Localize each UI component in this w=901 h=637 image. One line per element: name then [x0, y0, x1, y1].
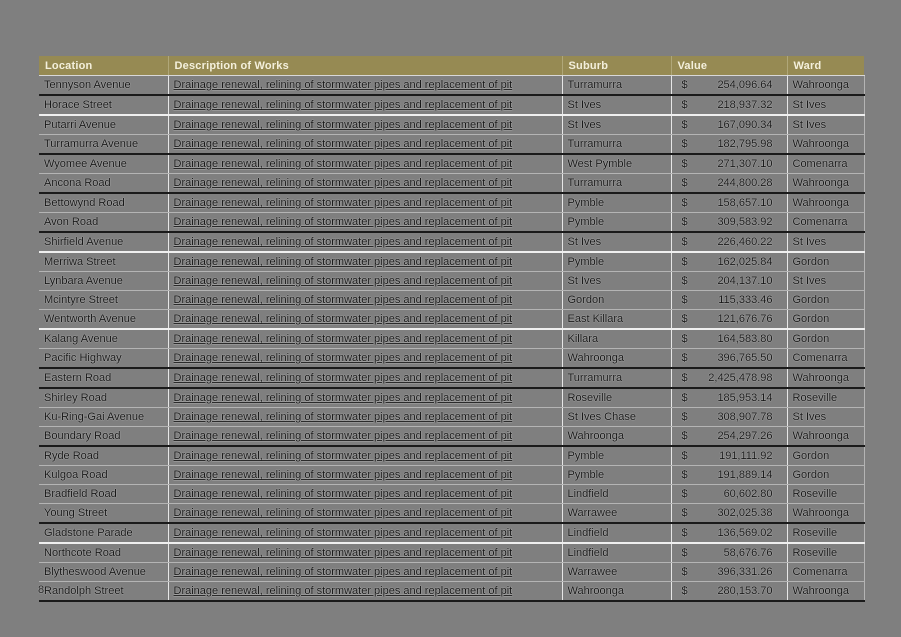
cell-description: Drainage renewal, relining of stormwater pipes and replacement of pit [168, 427, 562, 447]
cell-description: Drainage renewal, relining of stormwater pipes and replacement of pit [168, 466, 562, 485]
cell-ward: Wahroonga [787, 504, 864, 524]
table-row [39, 349, 864, 369]
cell-value [671, 252, 787, 272]
cell-description: Drainage renewal, relining of stormwater pipes and replacement of pit [168, 349, 562, 369]
cell-value [671, 272, 787, 291]
table-row [39, 504, 864, 524]
cell-location: Putarri Avenue [39, 115, 168, 135]
cell-value [671, 95, 787, 115]
value-amount: 182,795.98 [717, 138, 773, 150]
cell-ward: St Ives [787, 272, 864, 291]
value-amount: 191,111.92 [719, 450, 773, 462]
cell-value [671, 446, 787, 466]
cell-location: Bradfield Road [39, 485, 168, 504]
cell-description: Drainage renewal, relining of stormwater pipes and replacement of pit [168, 446, 562, 466]
cell-value [671, 76, 787, 96]
cell-location: Ku-Ring-Gai Avenue [39, 408, 168, 427]
cell-value [671, 329, 787, 349]
table-row [39, 427, 864, 447]
cell-description: Drainage renewal, relining of stormwater pipes and replacement of pit [168, 193, 562, 213]
cell-location: Turramurra Avenue [39, 135, 168, 155]
cell-location: Gladstone Parade [39, 523, 168, 543]
cell-description: Drainage renewal, relining of stormwater pipes and replacement of pit [168, 504, 562, 524]
cell-description: Drainage renewal, relining of stormwater pipes and replacement of pit [168, 272, 562, 291]
currency-symbol: $ [681, 197, 688, 209]
table-row [39, 408, 864, 427]
cell-value [671, 368, 787, 388]
value-amount: 162,025.84 [717, 256, 773, 268]
value-amount: 302,025.38 [717, 507, 773, 519]
currency-symbol: $ [681, 216, 688, 228]
cell-location: Lynbara Avenue [39, 272, 168, 291]
cell-value [671, 582, 787, 602]
cell-description: Drainage renewal, relining of stormwater pipes and replacement of pit [168, 232, 562, 252]
cell-location: Avon Road [39, 213, 168, 233]
cell-suburb: Pymble [562, 252, 671, 272]
cell-suburb: Pymble [562, 213, 671, 233]
cell-description: Drainage renewal, relining of stormwater pipes and replacement of pit [168, 115, 562, 135]
currency-symbol: $ [681, 372, 688, 384]
cell-value [671, 563, 787, 582]
value-amount: 158,657.10 [717, 197, 773, 209]
table-row [39, 485, 864, 504]
cell-location: Merriwa Street [39, 252, 168, 272]
cell-value [671, 349, 787, 369]
currency-symbol: $ [681, 177, 688, 189]
cell-description: Drainage renewal, relining of stormwater pipes and replacement of pit [168, 408, 562, 427]
cell-value [671, 310, 787, 330]
cell-location: Pacific Highway [39, 349, 168, 369]
cell-location: Young Street [39, 504, 168, 524]
value-amount: 271,307.10 [717, 158, 773, 170]
cell-location: Shirfield Avenue [39, 232, 168, 252]
cell-suburb: Turramurra [562, 174, 671, 194]
currency-symbol: $ [681, 138, 688, 150]
currency-symbol: $ [681, 430, 688, 442]
cell-value [671, 408, 787, 427]
cell-suburb: Pymble [562, 446, 671, 466]
cell-suburb: Lindfield [562, 485, 671, 504]
value-amount: 58,676.76 [723, 547, 773, 559]
value-amount: 191,889.14 [717, 469, 773, 481]
table-row [39, 466, 864, 485]
currency-symbol: $ [681, 585, 688, 597]
cell-value [671, 115, 787, 135]
value-amount: 254,096.64 [717, 79, 773, 91]
cell-value [671, 213, 787, 233]
column-header-ward: Ward [787, 56, 864, 76]
table-row [39, 368, 864, 388]
cell-description: Drainage renewal, relining of stormwater pipes and replacement of pit [168, 291, 562, 310]
cell-description: Drainage renewal, relining of stormwater pipes and replacement of pit [168, 582, 562, 602]
table-row [39, 193, 864, 213]
cell-location: Randolph Street [39, 582, 168, 602]
table-row [39, 252, 864, 272]
cell-ward: Wahroonga [787, 368, 864, 388]
table-row [39, 582, 864, 602]
table-row [39, 95, 864, 115]
cell-location: Bettowynd Road [39, 193, 168, 213]
cell-location: Kalang Avenue [39, 329, 168, 349]
cell-ward: Gordon [787, 446, 864, 466]
cell-location: Blytheswood Avenue [39, 563, 168, 582]
value-amount: 204,137.10 [717, 275, 773, 287]
cell-description: Drainage renewal, relining of stormwater pipes and replacement of pit [168, 174, 562, 194]
cell-suburb: St Ives [562, 95, 671, 115]
cell-location: Ancona Road [39, 174, 168, 194]
cell-suburb: East Killara [562, 310, 671, 330]
currency-symbol: $ [681, 450, 688, 462]
cell-ward: Wahroonga [787, 135, 864, 155]
table-row [39, 115, 864, 135]
cell-suburb: Roseville [562, 388, 671, 408]
value-amount: 136,569.02 [717, 527, 773, 539]
cell-location: Eastern Road [39, 368, 168, 388]
currency-symbol: $ [681, 294, 688, 306]
cell-suburb: West Pymble [562, 154, 671, 174]
cell-description: Drainage renewal, relining of stormwater pipes and replacement of pit [168, 485, 562, 504]
table-row [39, 563, 864, 582]
value-amount: 396,765.50 [717, 352, 773, 364]
table-row [39, 272, 864, 291]
cell-ward: Gordon [787, 291, 864, 310]
value-amount: 115,333.46 [718, 294, 773, 306]
value-amount: 121,676.76 [717, 313, 773, 325]
cell-suburb: Turramurra [562, 135, 671, 155]
works-table [39, 56, 865, 602]
value-amount: 308,907.78 [717, 411, 773, 423]
currency-symbol: $ [681, 236, 688, 248]
cell-ward: Roseville [787, 523, 864, 543]
page-number: 8 [38, 584, 45, 596]
cell-ward: Wahroonga [787, 193, 864, 213]
cell-value [671, 174, 787, 194]
cell-suburb: St Ives Chase [562, 408, 671, 427]
currency-symbol: $ [681, 79, 688, 91]
cell-ward: Wahroonga [787, 582, 864, 602]
column-header-value: Value [671, 56, 787, 76]
currency-symbol: $ [681, 333, 688, 345]
cell-suburb: Warrawee [562, 563, 671, 582]
cell-suburb: St Ives [562, 232, 671, 252]
currency-symbol: $ [681, 119, 688, 131]
cell-location: Boundary Road [39, 427, 168, 447]
cell-description: Drainage renewal, relining of stormwater pipes and replacement of pit [168, 213, 562, 233]
cell-description: Drainage renewal, relining of stormwater pipes and replacement of pit [168, 95, 562, 115]
cell-ward: Roseville [787, 485, 864, 504]
column-header-location: Location [39, 56, 168, 76]
cell-location: Kulgoa Road [39, 466, 168, 485]
value-amount: 185,953.14 [717, 392, 773, 404]
table-row [39, 388, 864, 408]
cell-suburb: Warrawee [562, 504, 671, 524]
table-row [39, 291, 864, 310]
table-row [39, 523, 864, 543]
cell-description: Drainage renewal, relining of stormwater pipes and replacement of pit [168, 563, 562, 582]
cell-suburb: Pymble [562, 193, 671, 213]
cell-ward: Roseville [787, 543, 864, 563]
value-amount: 60,602.80 [723, 488, 773, 500]
cell-value [671, 427, 787, 447]
cell-location: Wyomee Avenue [39, 154, 168, 174]
cell-suburb: Killara [562, 329, 671, 349]
cell-description: Drainage renewal, relining of stormwater pipes and replacement of pit [168, 523, 562, 543]
cell-value [671, 466, 787, 485]
value-amount: 2,425,478.98 [708, 372, 773, 384]
cell-value [671, 504, 787, 524]
cell-location: Shirley Road [39, 388, 168, 408]
cell-suburb: Lindfield [562, 523, 671, 543]
cell-value [671, 523, 787, 543]
currency-symbol: $ [681, 411, 688, 423]
currency-symbol: $ [681, 256, 688, 268]
cell-ward: Gordon [787, 310, 864, 330]
table-body [39, 76, 864, 602]
cell-ward: Gordon [787, 252, 864, 272]
cell-suburb: Wahroonga [562, 582, 671, 602]
cell-location: Mcintyre Street [39, 291, 168, 310]
table-row [39, 76, 864, 96]
column-header-description: Description of Works [168, 56, 562, 76]
cell-suburb: St Ives [562, 115, 671, 135]
table-row [39, 135, 864, 155]
table-row [39, 154, 864, 174]
cell-description: Drainage renewal, relining of stormwater pipes and replacement of pit [168, 252, 562, 272]
cell-ward: Wahroonga [787, 174, 864, 194]
cell-location: Tennyson Avenue [39, 76, 168, 96]
value-amount: 244,800.28 [717, 177, 773, 189]
table-row [39, 310, 864, 330]
cell-description: Drainage renewal, relining of stormwater pipes and replacement of pit [168, 135, 562, 155]
currency-symbol: $ [681, 352, 688, 364]
value-amount: 309,583.92 [717, 216, 773, 228]
cell-value [671, 485, 787, 504]
cell-suburb: Turramurra [562, 368, 671, 388]
currency-symbol: $ [681, 99, 688, 111]
cell-ward: Comenarra [787, 349, 864, 369]
cell-ward: Wahroonga [787, 76, 864, 96]
cell-description: Drainage renewal, relining of stormwater pipes and replacement of pit [168, 154, 562, 174]
cell-ward: Wahroonga [787, 427, 864, 447]
cell-ward: St Ives [787, 232, 864, 252]
cell-value [671, 291, 787, 310]
cell-description: Drainage renewal, relining of stormwater pipes and replacement of pit [168, 76, 562, 96]
cell-ward: Comenarra [787, 213, 864, 233]
currency-symbol: $ [681, 547, 688, 559]
cell-location: Wentworth Avenue [39, 310, 168, 330]
cell-suburb: St Ives [562, 272, 671, 291]
value-amount: 218,937.32 [717, 99, 773, 111]
currency-symbol: $ [681, 527, 688, 539]
cell-suburb: Pymble [562, 466, 671, 485]
currency-symbol: $ [681, 507, 688, 519]
table-row [39, 543, 864, 563]
currency-symbol: $ [681, 392, 688, 404]
cell-ward: Gordon [787, 329, 864, 349]
value-amount: 396,331.26 [717, 566, 773, 578]
cell-value [671, 388, 787, 408]
cell-ward: St Ives [787, 95, 864, 115]
value-amount: 167,090.34 [717, 119, 773, 131]
cell-description: Drainage renewal, relining of stormwater pipes and replacement of pit [168, 388, 562, 408]
value-amount: 280,153.70 [717, 585, 773, 597]
cell-description: Drainage renewal, relining of stormwater pipes and replacement of pit [168, 329, 562, 349]
table-row [39, 174, 864, 194]
cell-description: Drainage renewal, relining of stormwater pipes and replacement of pit [168, 310, 562, 330]
cell-suburb: Wahroonga [562, 349, 671, 369]
cell-description: Drainage renewal, relining of stormwater pipes and replacement of pit [168, 543, 562, 563]
cell-value [671, 193, 787, 213]
cell-value [671, 154, 787, 174]
table-row [39, 213, 864, 233]
value-amount: 254,297.26 [717, 430, 773, 442]
cell-suburb: Lindfield [562, 543, 671, 563]
cell-value [671, 232, 787, 252]
value-amount: 164,583.80 [717, 333, 773, 345]
cell-location: Northcote Road [39, 543, 168, 563]
currency-symbol: $ [681, 469, 688, 481]
cell-location: Horace Street [39, 95, 168, 115]
cell-ward: Comenarra [787, 563, 864, 582]
value-amount: 226,460.22 [717, 236, 773, 248]
cell-suburb: Wahroonga [562, 427, 671, 447]
table-row [39, 446, 864, 466]
cell-ward: St Ives [787, 115, 864, 135]
currency-symbol: $ [681, 158, 688, 170]
cell-ward: Roseville [787, 388, 864, 408]
table-row [39, 329, 864, 349]
cell-value [671, 135, 787, 155]
table-row [39, 232, 864, 252]
table-header-row [39, 56, 864, 76]
cell-description: Drainage renewal, relining of stormwater pipes and replacement of pit [168, 368, 562, 388]
currency-symbol: $ [681, 275, 688, 287]
cell-location: Ryde Road [39, 446, 168, 466]
cell-suburb: Turramurra [562, 76, 671, 96]
currency-symbol: $ [681, 313, 688, 325]
cell-value [671, 543, 787, 563]
cell-ward: Comenarra [787, 154, 864, 174]
currency-symbol: $ [681, 566, 688, 578]
cell-ward: Gordon [787, 466, 864, 485]
cell-ward: St Ives [787, 408, 864, 427]
column-header-suburb: Suburb [562, 56, 671, 76]
cell-suburb: Gordon [562, 291, 671, 310]
currency-symbol: $ [681, 488, 688, 500]
works-table-container [39, 56, 864, 602]
